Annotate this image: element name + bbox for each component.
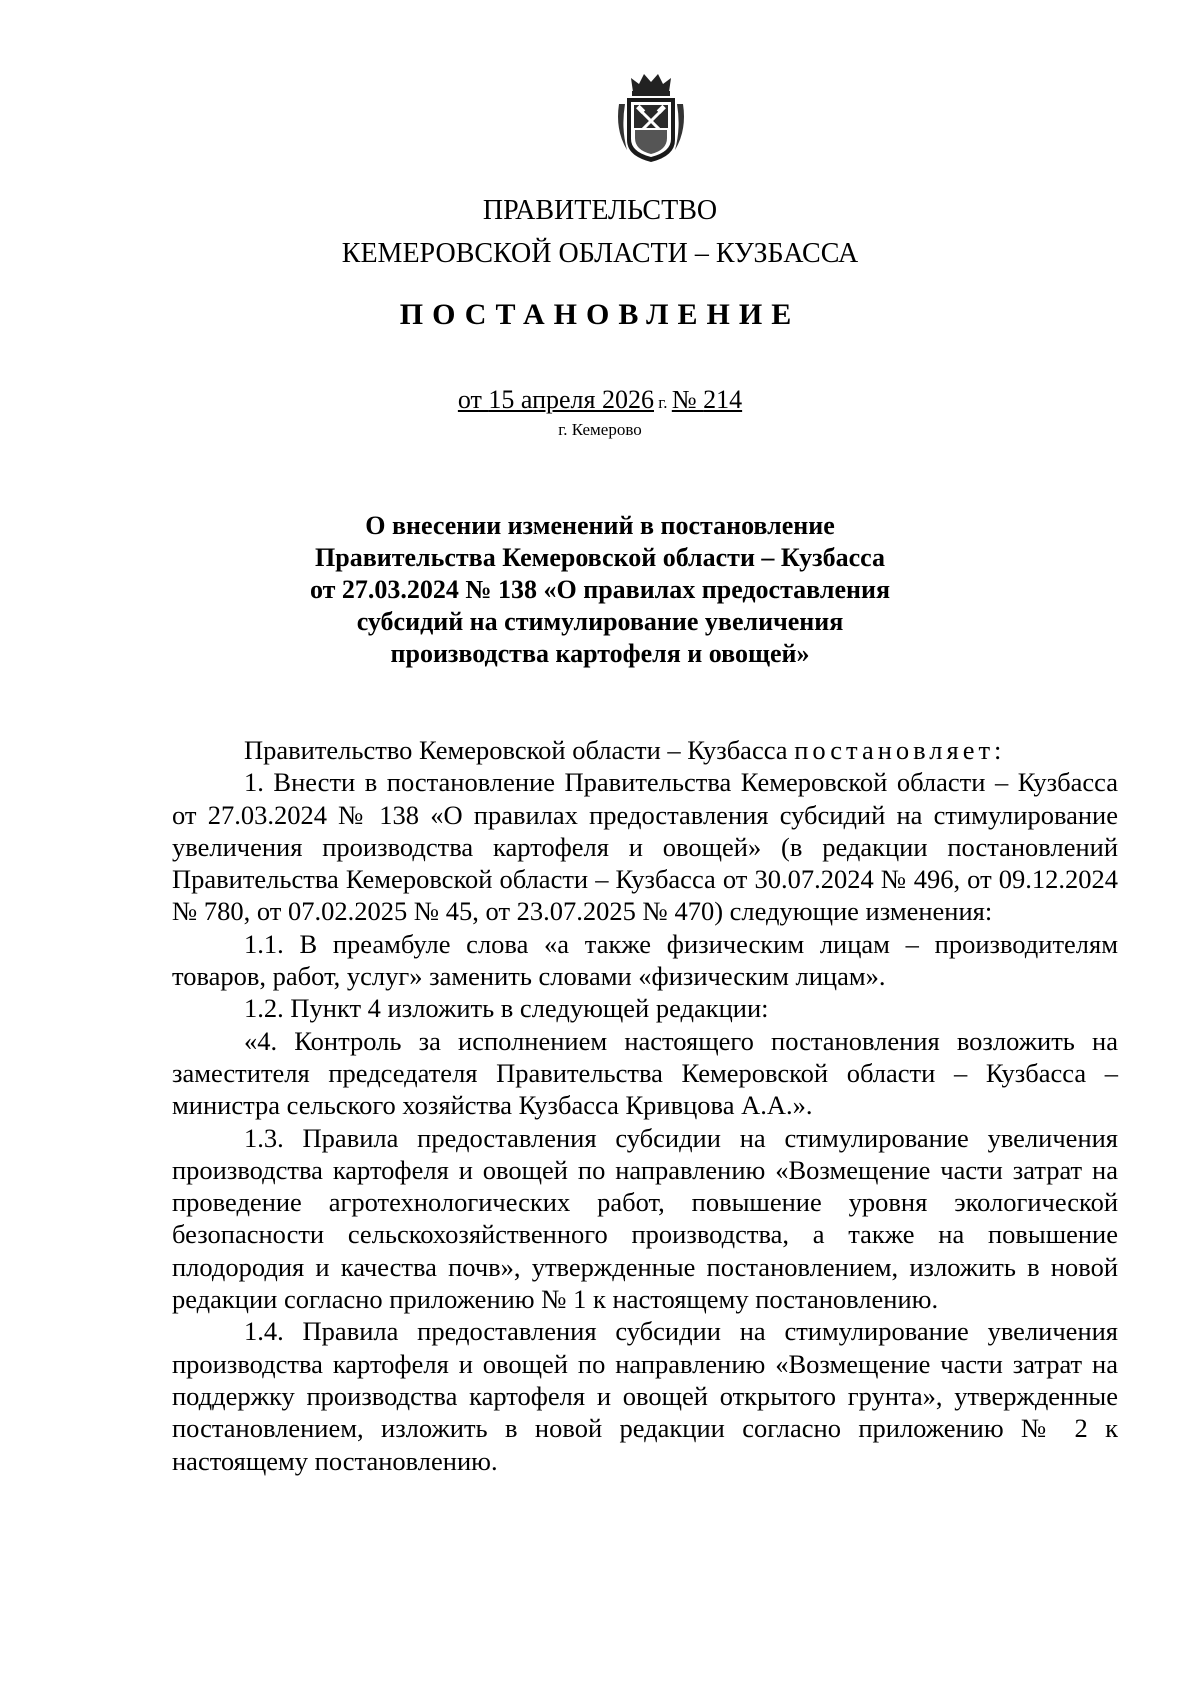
title-line: О внесении изменений в постановление (365, 511, 835, 540)
preamble-subject: Правительство Кемеровской области – Кузбасса (244, 735, 795, 765)
preamble-verb: постановляет: (794, 735, 1006, 765)
date-number-line (0, 385, 1200, 418)
title-line: Правительства Кемеровской области – Кузбасса (315, 543, 885, 572)
paragraph: 1.3. Правила предоставления субсидии на стимулирование увеличения производства картофеля и овощей по направлению «Возмещение части затрат на проведение агротехнологических работ, повышение уровня экологической безопасности сельскохозяйственного производства, а также на повышение плодородия и качества почв», утвержденные постановлением, изложить в новой редакции согласно приложению № 1 к настоящему постановлению. (172, 1122, 1118, 1315)
coat-of-arms-icon (613, 70, 689, 166)
title-line: производства картофеля и овощей» (390, 639, 810, 668)
date-prefix: от (457, 385, 489, 414)
paragraph: 1.2. Пункт 4 изложить в следующей редакции: (244, 993, 769, 1024)
document-body (172, 734, 1118, 1477)
preamble (172, 734, 1118, 766)
paragraph: 1.1. В преамбуле слова «а также физическим лицам – производителям товаров, работ, услуг» заменить словами «физическим лицам». (172, 928, 1118, 992)
city: г. Кемерово (558, 420, 642, 439)
document-type: ПОСТАНОВЛЕНИЕ (399, 298, 801, 331)
org-name-line2: КЕМЕРОВСКОЙ ОБЛАСТИ – КУЗБАССА (341, 238, 859, 269)
number-sign: № (671, 385, 704, 414)
document-date: 15 апреля 2026 (488, 385, 654, 414)
paragraph: 1. Внести в постановление Правительства Кемеровской области – Кузбасса от 27.03.2024 № 138 «О правилах предоставления субсидий на стимулирование увеличения производства картофеля и овощей» (в редакции постановлений Правительства Кемеровской области – Кузбасса от 30.07.2024 № 496, от 09.12.2024 № 780, от 07.02.2025 № 45, от 23.07.2025 № 470) следующие изменения: (172, 767, 1118, 927)
org-name-line1: ПРАВИТЕЛЬСТВО (482, 195, 718, 226)
document-number: 214 (703, 385, 743, 414)
paragraph: 1.4. Правила предоставления субсидии на стимулирование увеличения производства картофеля и овощей по направлению «Возмещение части затрат на поддержку производства картофеля и овощей открытого грунта», утвержденные постановлением, изложить в новой редакции согласно приложению № 2 к настоящему постановлению. (172, 1316, 1118, 1476)
title-line: субсидий на стимулирование увеличения (356, 607, 844, 636)
year-suffix: г. (654, 393, 672, 412)
title-line: от 27.03.2024 № 138 «О правилах предоставления (309, 575, 891, 604)
document-title (250, 510, 950, 670)
paragraph: «4. Контроль за исполнением настоящего постановления возложить на заместителя председателя Правительства Кемеровской области – Кузбасса – министра сельского хозяйства Кузбасса Кривцова А.А.». (172, 1025, 1118, 1121)
